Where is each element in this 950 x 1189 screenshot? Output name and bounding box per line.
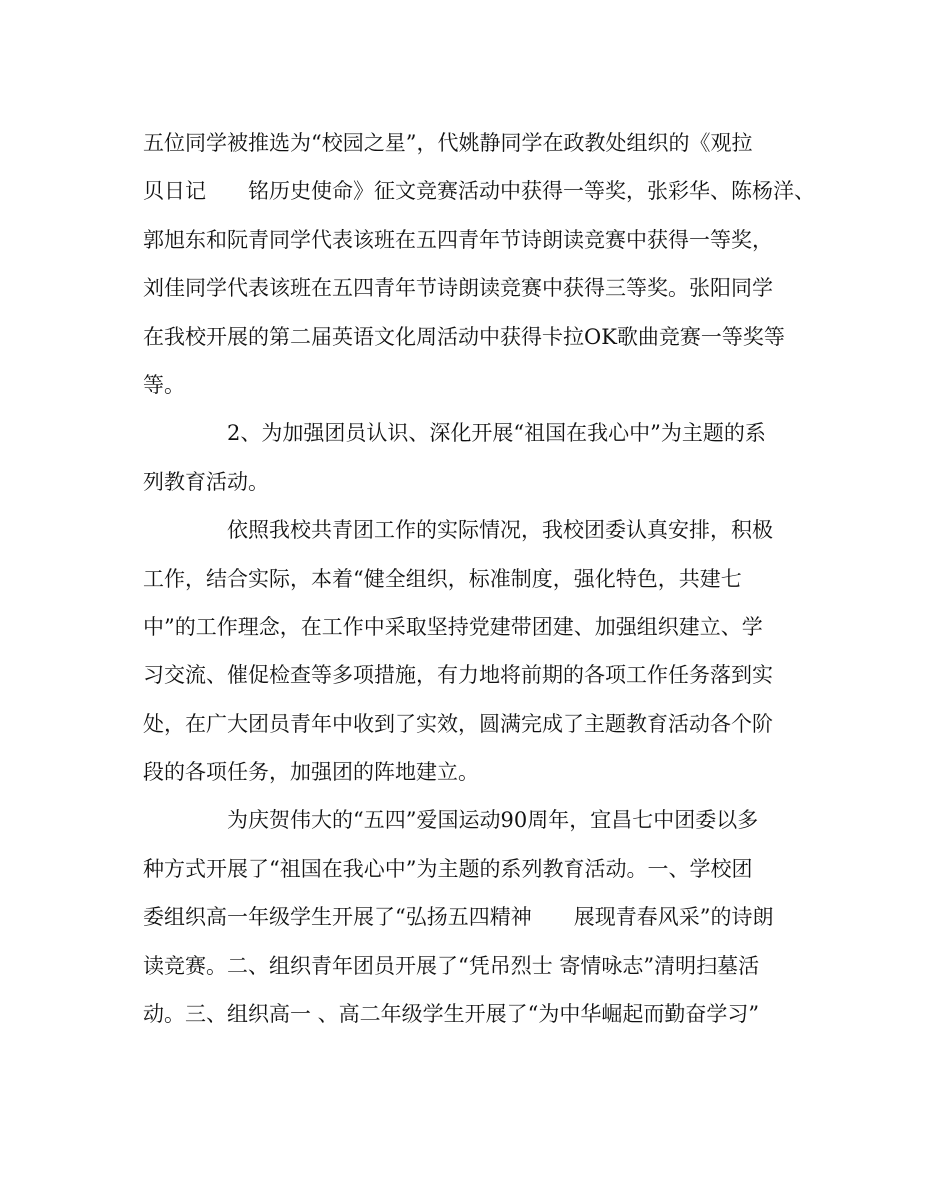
text-line: 贝日记 铭历史使命》征文竞赛活动中获得一等奖，张彩华、陈杨洋、 — [143, 179, 815, 204]
text-line: 中”的工作理念，在工作中采取坚持党建带团建、加强组织建立、学 — [143, 614, 763, 639]
text-line: 五位同学被推选为“校园之星”，代姚静同学在政教处组织的《观拉 — [143, 131, 753, 155]
text-line: 处，在广大团员青年中收到了实效，圆满完成了主题教育活动各个阶 — [143, 711, 773, 736]
document-body — [143, 128, 833, 1047]
text-line: 为庆贺伟大的“五四”爱国运动90周年，宜昌七中团委以多 — [143, 808, 759, 833]
text-line: 段的各项任务，加强团的阵地建立。 — [143, 760, 479, 785]
text-line: 习交流、催促检查等多项措施，有力地将前期的各项工作任务落到实 — [143, 663, 773, 688]
text-line: 列教育活动。 — [143, 469, 269, 494]
text-line: 刘佳同学代表该班在五四青年节诗朗读竞赛中获得三等奖。张阳同学 — [143, 276, 773, 301]
text-line: 在我校开展的第二届英语文化周活动中获得卡拉OK歌曲竞赛一等奖等 — [143, 324, 785, 349]
text-line: 动。三、组织高一 、高二年级学生开展了“为中华崛起而勤奋学习” — [143, 1002, 760, 1027]
text-line: 等。 — [143, 372, 185, 397]
text-line: 郭旭东和阮青同学代表该班在五四青年节诗朗读竞赛中获得一等奖， — [143, 227, 773, 252]
text-line: 依照我校共青团工作的实际情况，我校团委认真安排，积极 — [143, 518, 773, 543]
text-line: 工作，结合实际，本着“健全组织，标准制度，强化特色，共建七 — [143, 566, 742, 591]
text-line: 委组织高一年级学生开展了“弘扬五四精神 展现青春风采”的诗朗 — [143, 905, 774, 930]
text-line: 种方式开展了“祖国在我心中”为主题的系列教育活动。一、学校团 — [143, 856, 753, 881]
text-line: 2、为加强团员认识、深化开展“祖国在我心中”为主题的系 — [143, 421, 766, 446]
text-line: 读竞赛。二、组织青年团员开展了“凭吊烈士 寄情咏志”清明扫墓活 — [143, 953, 760, 978]
